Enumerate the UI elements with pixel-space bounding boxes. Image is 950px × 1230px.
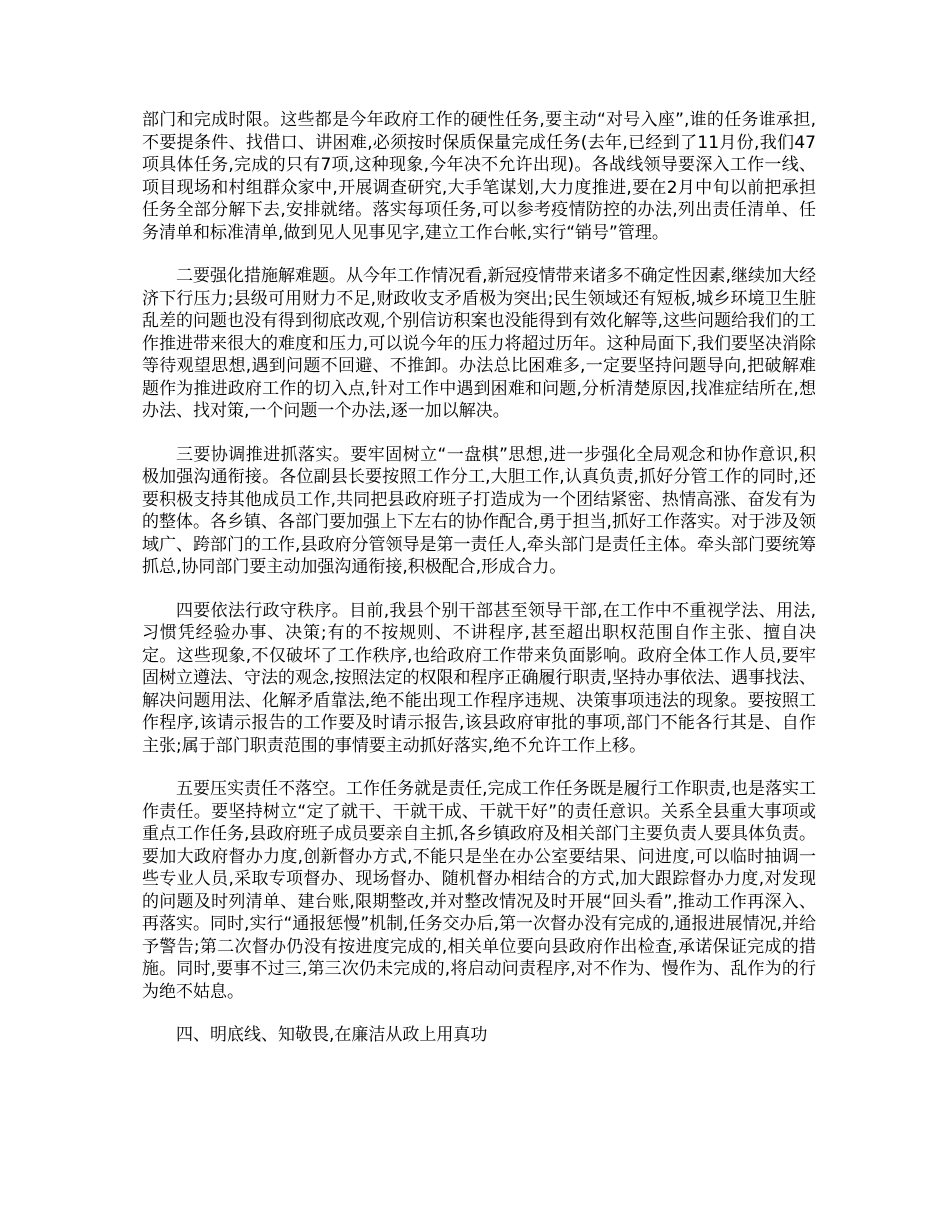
paragraph-continued: 部门和完成时限。这些都是今年政府工作的硬性任务,要主动“对号入座”,谁的任务谁承担,不要提条件、找借口、讲困难,必须按时保质保量完成任务(去年,已经到了11月份,我们47项具体任务,完成的只有7项,这种现象,今年决不允许出现)。各战线领导要深入工作一线、项目现场和村组群众家中,开展调查研究,大手笔谋划,大力度推进,要在2月中旬以前把承担任务全部分解下去,安排就绪。落实每项任务,可以参考疫情防控的办法,列出责任清单、任务清单和标准清单,做到见人见事见字,建立工作台帐,实行“销号”管理。 <box>142 110 816 243</box>
paragraph-four: 四要依法行政守秩序。目前,我县个别干部甚至领导干部,在工作中不重视学法、用法,习惯凭经验办事、决策;有的不按规则、不讲程序,甚至超出职权范围自作主张、擅自决定。这些现象,不仅破坏了工作秩序,也给政府工作带来负面影响。政府全体工作人员,要牢固树立遵法、守法的观念,按照法定的权限和程序正确履行职责,坚持办事依法、遇事找法、解决问题用法、化解矛盾靠法,绝不能出现工作程序违规、决策事项违法的现象。要按照工作程序,该请示报告的工作要及时请示报告,该县政府审批的事项,部门不能各行其是、自作主张;属于部门职责范围的事情要主动抓好落实,绝不允许工作上移。 <box>142 600 816 756</box>
section-heading: 四、明底线、知敬畏,在廉洁从政上用真功 <box>176 1025 488 1045</box>
paragraph-three: 三要协调推进抓落实。要牢固树立“一盘棋”思想,进一步强化全局观念和协作意识,积极加强沟通衔接。各位副县长要按照工作分工,大胆工作,认真负责,抓好分管工作的同时,还要积极支持其他成员工作,共同把县政府班子打造成为一个团结紧密、热情高涨、奋发有为的整体。各乡镇、各部门要加强上下左右的协作配合,勇于担当,抓好工作落实。对于涉及领域广、跨部门的工作,县政府分管领导是第一责任人,牵头部门是责任主体。牵头部门要统筹抓总,协同部门要主动加强沟通衔接,积极配合,形成合力。 <box>142 444 816 577</box>
document-page <box>142 109 816 1047</box>
paragraph-five: 五要压实责任不落空。工作任务就是责任,完成工作任务既是履行工作职责,也是落实工作责任。要坚持树立“定了就干、干就干成、干就干好”的责任意识。关系全县重大事项或重点工作任务,县政府班子成员要亲自主抓,各乡镇政府及相关部门主要负责人要具体负责。要加大政府督办力度,创新督办方式,不能只是坐在办公室要结果、问进度,可以临时抽调一些专业人员,采取专项督办、现场督办、随机督办相结合的方式,加大跟踪督办力度,对发现的问题及时列清单、建台账,限期整改,并对整改情况及时开展“回头看”,推动工作再深入、再落实。同时,实行“通报惩慢”机制,任务交办后,第一次督办没有完成的,通报进展情况,并给予警告;第二次督办仍没有按进度完成的,相关单位要向县政府作出检查,承诺保证完成的措施。同时,要事不过三,第三次仍未完成的,将启动问责程序,对不作为、慢作为、乱作为的行为绝不姑息。 <box>142 779 816 1002</box>
paragraph-two: 二要强化措施解难题。从今年工作情况看,新冠疫情带来诸多不确定性因素,继续加大经济下行压力;县级可用财力不足,财政收支矛盾极为突出;民生领域还有短板,城乡环境卫生脏乱差的问题也没有得到彻底改观,个别信访积案也没能得到有效化解等,这些问题给我们的工作推进带来很大的难度和压力,可以说今年的压力将超过历年。这种局面下,我们要坚决消除等待观望思想,遇到问题不回避、不推卸。办法总比困难多,一定要坚持问题导向,把破解难题作为推进政府工作的切入点,针对工作中遇到困难和问题,分析清楚原因,找准症结所在,想办法、找对策,一个问题一个办法,逐一加以解决。 <box>142 266 816 421</box>
